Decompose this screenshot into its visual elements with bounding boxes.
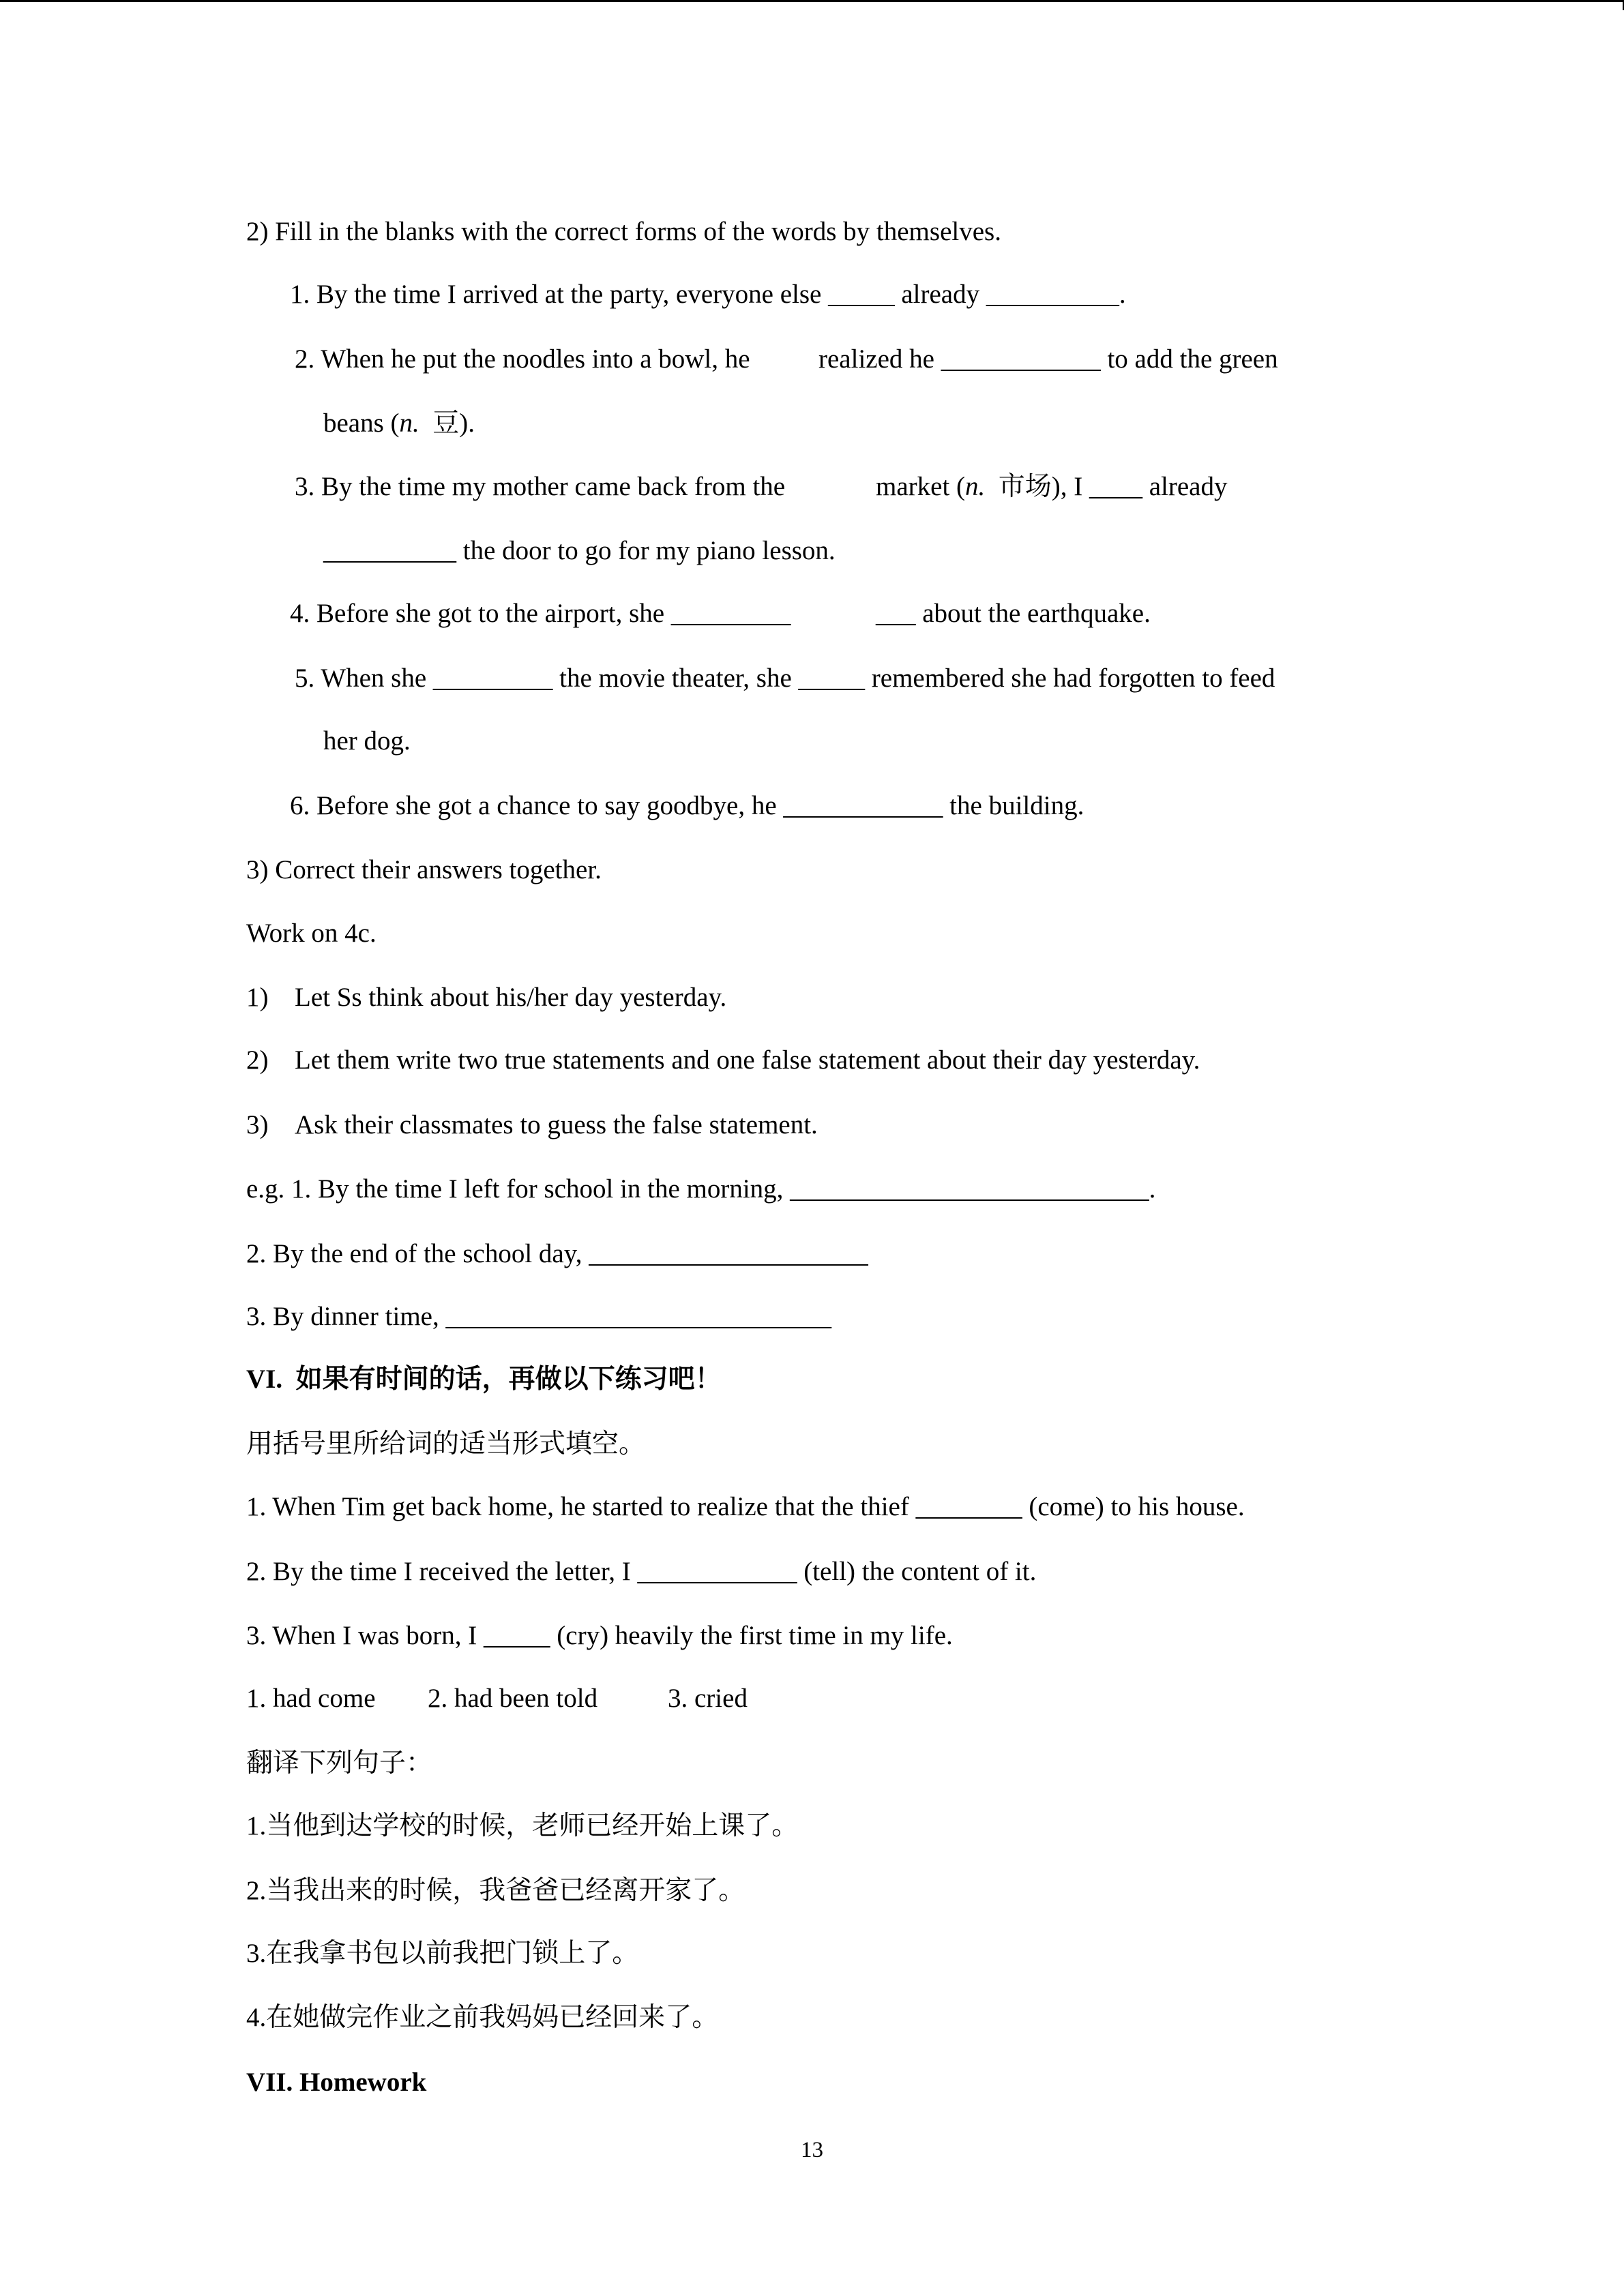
step-marker: 2): [246, 1045, 269, 1075]
work-4c-heading: Work on 4c.: [246, 919, 377, 948]
translate-item: 2.当我出来的时候，我爸爸已经离开家了。: [246, 1876, 745, 1905]
exercise-item-3-part-b: [876, 472, 1228, 502]
translate-heading: 翻译下列句子：: [246, 1748, 433, 1778]
example-sentence: 2. By the end of the school day, _____________________: [246, 1239, 868, 1268]
exercise-item-3-continuation: __________ the door to go for my piano lesson.: [323, 536, 836, 565]
answer-item: 2. had been told: [428, 1684, 598, 1713]
section-vi-instruction: 用括号里所给词的适当形式填空。: [246, 1429, 646, 1459]
text-segment: beans (: [323, 408, 400, 438]
exercise-item-2-part-a: 2. When he put the noodles into a bowl, he: [295, 344, 750, 374]
translate-item: 4.在她做完作业之前我妈妈已经回来了。: [246, 2003, 719, 2032]
translate-item: 3.在我拿书包以前我把门锁上了。: [246, 1939, 639, 1968]
exercise-step-3: 3) Correct their answers together.: [246, 855, 602, 884]
exercise-heading: 2) Fill in the blanks with the correct forms of the words by themselves.: [246, 217, 1001, 246]
practice-question: 2. By the time I received the letter, I ____________ (tell) the content of it.: [246, 1557, 1037, 1586]
section-vi-heading: VI. 如果有时间的话，再做以下练习吧！: [246, 1365, 722, 1394]
exercise-item-4-part-a: 4. Before she got to the airport, she _________: [290, 599, 791, 628]
example-sentence: 3. By dinner time, _____________________________: [246, 1302, 831, 1331]
italic-abbreviation: n.: [965, 472, 986, 501]
page-number: 13: [801, 2138, 823, 2162]
answer-item: 3. cried: [668, 1684, 748, 1713]
practice-question: 3. When I was born, I _____ (cry) heavily the first time in my life.: [246, 1621, 953, 1650]
practice-question: 1. When Tim get back home, he started to realize that the thief ________ (come) to his house.: [246, 1492, 1245, 1521]
text-segment: 市场), I ____ already: [985, 472, 1228, 501]
example-sentence: e.g. 1. By the time I left for school in the morning, ___________________________.: [246, 1174, 1156, 1204]
italic-abbreviation: n.: [399, 408, 419, 438]
step-text: Let Ss think about his/her day yesterday.: [295, 983, 727, 1012]
exercise-item-5: 5. When she _________ the movie theater, she _____ remembered she had forgotten to feed: [295, 664, 1275, 693]
translate-item: 1.当他到达学校的时候，老师已经开始上课了。: [246, 1811, 799, 1840]
exercise-item-2-continuation: [323, 408, 475, 438]
step-text: Let them write two true statements and one false statement about their day yesterday.: [295, 1045, 1200, 1075]
step-marker: 1): [246, 983, 269, 1012]
section-vii-heading: VII. Homework: [246, 2068, 427, 2097]
exercise-item-2-part-b: realized he ____________ to add the green: [818, 344, 1278, 374]
exercise-item-1: 1. By the time I arrived at the party, everyone else _____ already __________.: [290, 280, 1126, 309]
text-segment: market (: [876, 472, 966, 501]
exercise-item-4-part-b: ___ about the earthquake.: [876, 599, 1151, 628]
exercise-item-3-part-a: 3. By the time my mother came back from the: [295, 472, 786, 501]
step-marker: 3): [246, 1110, 269, 1139]
answer-item: 1. had come: [246, 1684, 376, 1713]
exercise-item-6: 6. Before she got a chance to say goodbye, he ____________ the building.: [290, 791, 1084, 820]
text-segment: 豆).: [419, 408, 475, 438]
exercise-item-5-continuation: her dog.: [323, 726, 411, 756]
step-text: Ask their classmates to guess the false statement.: [295, 1110, 818, 1139]
